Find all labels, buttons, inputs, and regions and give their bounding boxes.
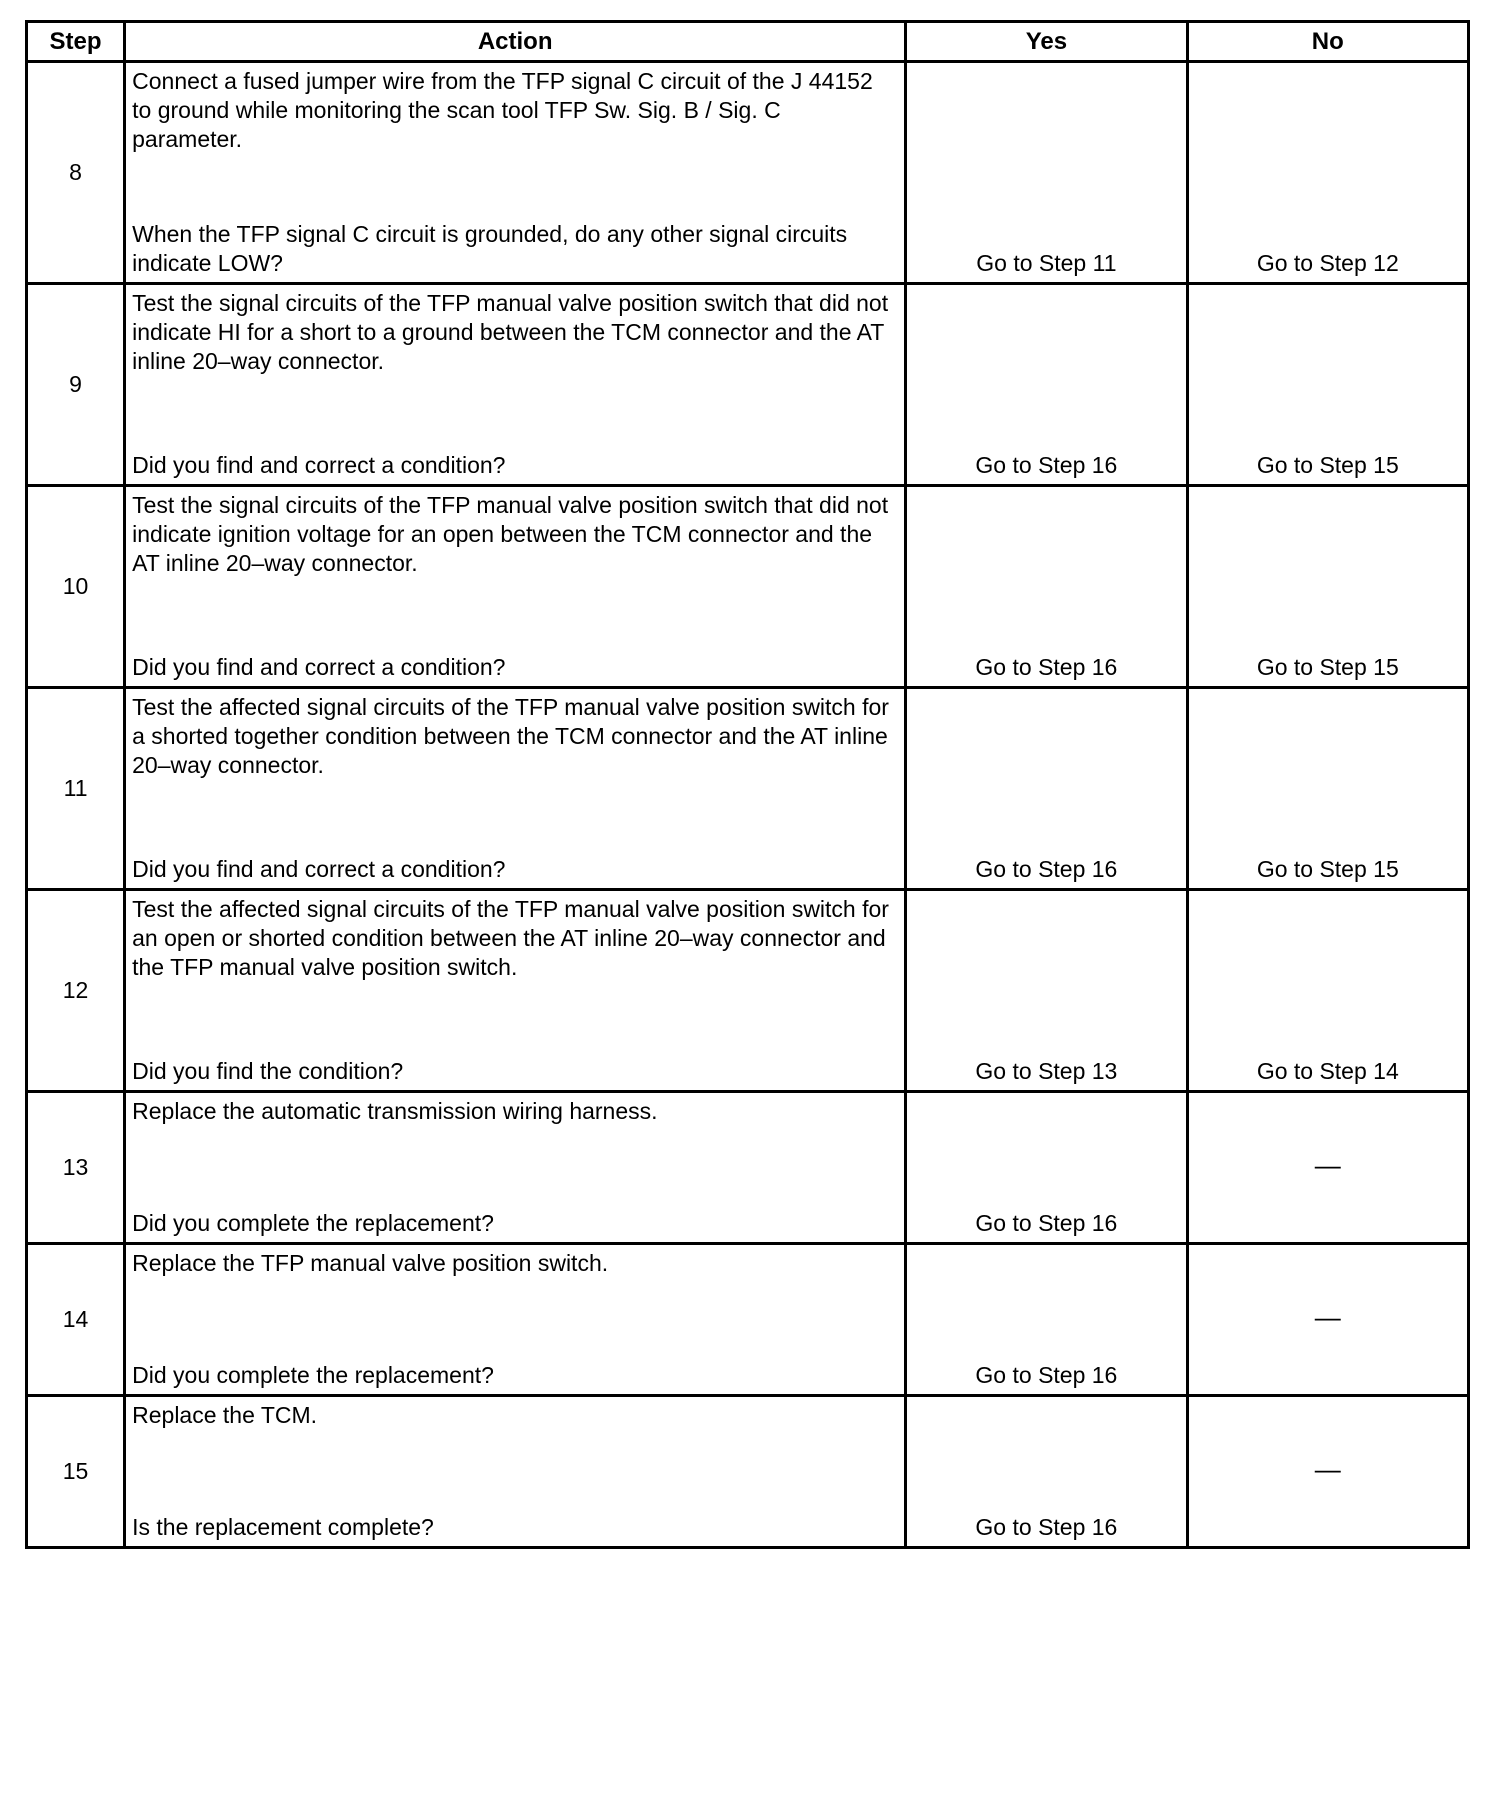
table-row bbox=[27, 486, 1469, 688]
no-result bbox=[1187, 688, 1468, 890]
action-question: Did you find and correct a condition? bbox=[132, 452, 506, 478]
yes-result bbox=[906, 1396, 1187, 1548]
step-number: 13 bbox=[27, 1092, 125, 1244]
no-result-text: Go to Step 15 bbox=[1256, 654, 1399, 680]
yes-result-text: Go to Step 16 bbox=[975, 1514, 1118, 1540]
action-cell bbox=[125, 1244, 906, 1396]
table-row bbox=[27, 62, 1469, 284]
no-result bbox=[1187, 1092, 1468, 1244]
action-question: Is the replacement complete? bbox=[132, 1514, 434, 1540]
action-cell bbox=[125, 1092, 906, 1244]
action-question: Did you complete the replacement? bbox=[132, 1210, 494, 1236]
action-question: Did you find and correct a condition? bbox=[132, 856, 506, 882]
yes-result bbox=[906, 890, 1187, 1092]
yes-result bbox=[906, 284, 1187, 486]
header-step: Step bbox=[27, 22, 125, 62]
action-cell bbox=[125, 890, 906, 1092]
yes-result-text: Go to Step 16 bbox=[975, 1362, 1118, 1388]
action-text: Test the signal circuits of the TFP manual valve position switch that did not indicate HI for a short to a ground between the TCM connector and the AT inline 20–way connector. bbox=[132, 290, 889, 374]
action-cell bbox=[125, 1396, 906, 1548]
no-result-text: — bbox=[1314, 1454, 1341, 1484]
no-result-text: — bbox=[1314, 1150, 1341, 1180]
step-number: 11 bbox=[27, 688, 125, 890]
yes-result-text: Go to Step 16 bbox=[975, 452, 1118, 478]
no-result-text: Go to Step 12 bbox=[1256, 250, 1399, 276]
yes-result bbox=[906, 688, 1187, 890]
action-cell bbox=[125, 284, 906, 486]
step-number: 9 bbox=[27, 284, 125, 486]
step-number: 8 bbox=[27, 62, 125, 284]
no-result-text: — bbox=[1314, 1302, 1341, 1332]
action-question: When the TFP signal C circuit is grounded, do any other signal circuits indicate LOW? bbox=[132, 221, 848, 276]
action-text: Connect a fused jumper wire from the TFP signal C circuit of the J 44152 to ground while monitoring the scan tool TFP Sw. Sig. B / Sig. C parameter. bbox=[132, 68, 873, 152]
yes-result-text: Go to Step 16 bbox=[975, 856, 1118, 882]
no-result bbox=[1187, 486, 1468, 688]
no-result bbox=[1187, 1396, 1468, 1548]
no-result bbox=[1187, 1244, 1468, 1396]
action-cell bbox=[125, 688, 906, 890]
action-question: Did you find and correct a condition? bbox=[132, 654, 506, 680]
table-row bbox=[27, 284, 1469, 486]
action-cell bbox=[125, 62, 906, 284]
step-number: 15 bbox=[27, 1396, 125, 1548]
no-result-text: Go to Step 15 bbox=[1256, 856, 1399, 882]
header-no: No bbox=[1187, 22, 1468, 62]
action-text: Replace the automatic transmission wiring harness. bbox=[132, 1098, 658, 1124]
no-result bbox=[1187, 284, 1468, 486]
table-row bbox=[27, 1092, 1469, 1244]
header-row bbox=[27, 22, 1469, 62]
yes-result-text: Go to Step 13 bbox=[975, 1058, 1118, 1084]
action-text: Replace the TFP manual valve position switch. bbox=[132, 1250, 609, 1276]
yes-result bbox=[906, 62, 1187, 284]
no-result-text: Go to Step 14 bbox=[1256, 1058, 1399, 1084]
no-result bbox=[1187, 890, 1468, 1092]
action-question: Did you find the condition? bbox=[132, 1058, 404, 1084]
action-text: Test the affected signal circuits of the TFP manual valve position switch for a shorted together condition between the TCM connector and the AT inline 20–way connector. bbox=[132, 694, 889, 778]
diagnostic-table bbox=[25, 20, 1470, 1549]
yes-result bbox=[906, 486, 1187, 688]
yes-result bbox=[906, 1244, 1187, 1396]
table-row bbox=[27, 688, 1469, 890]
action-question: Did you complete the replacement? bbox=[132, 1362, 494, 1388]
yes-result-text: Go to Step 16 bbox=[975, 654, 1118, 680]
table-row bbox=[27, 1244, 1469, 1396]
table-row bbox=[27, 1396, 1469, 1548]
action-text: Test the signal circuits of the TFP manual valve position switch that did not indicate ignition voltage for an open between the TCM connector and the AT inline 20–way connector. bbox=[132, 492, 889, 576]
step-number: 10 bbox=[27, 486, 125, 688]
yes-result bbox=[906, 1092, 1187, 1244]
step-number: 14 bbox=[27, 1244, 125, 1396]
no-result-text: Go to Step 15 bbox=[1256, 452, 1399, 478]
no-result bbox=[1187, 62, 1468, 284]
table-row bbox=[27, 890, 1469, 1092]
step-number: 12 bbox=[27, 890, 125, 1092]
header-action: Action bbox=[125, 22, 906, 62]
action-cell bbox=[125, 486, 906, 688]
header-yes: Yes bbox=[906, 22, 1187, 62]
yes-result-text: Go to Step 11 bbox=[976, 250, 1117, 276]
yes-result-text: Go to Step 16 bbox=[975, 1210, 1118, 1236]
action-text: Replace the TCM. bbox=[132, 1402, 318, 1428]
action-text: Test the affected signal circuits of the TFP manual valve position switch for an open or shorted condition between the AT inline 20–way connector and the TFP manual valve position switch. bbox=[132, 896, 889, 980]
